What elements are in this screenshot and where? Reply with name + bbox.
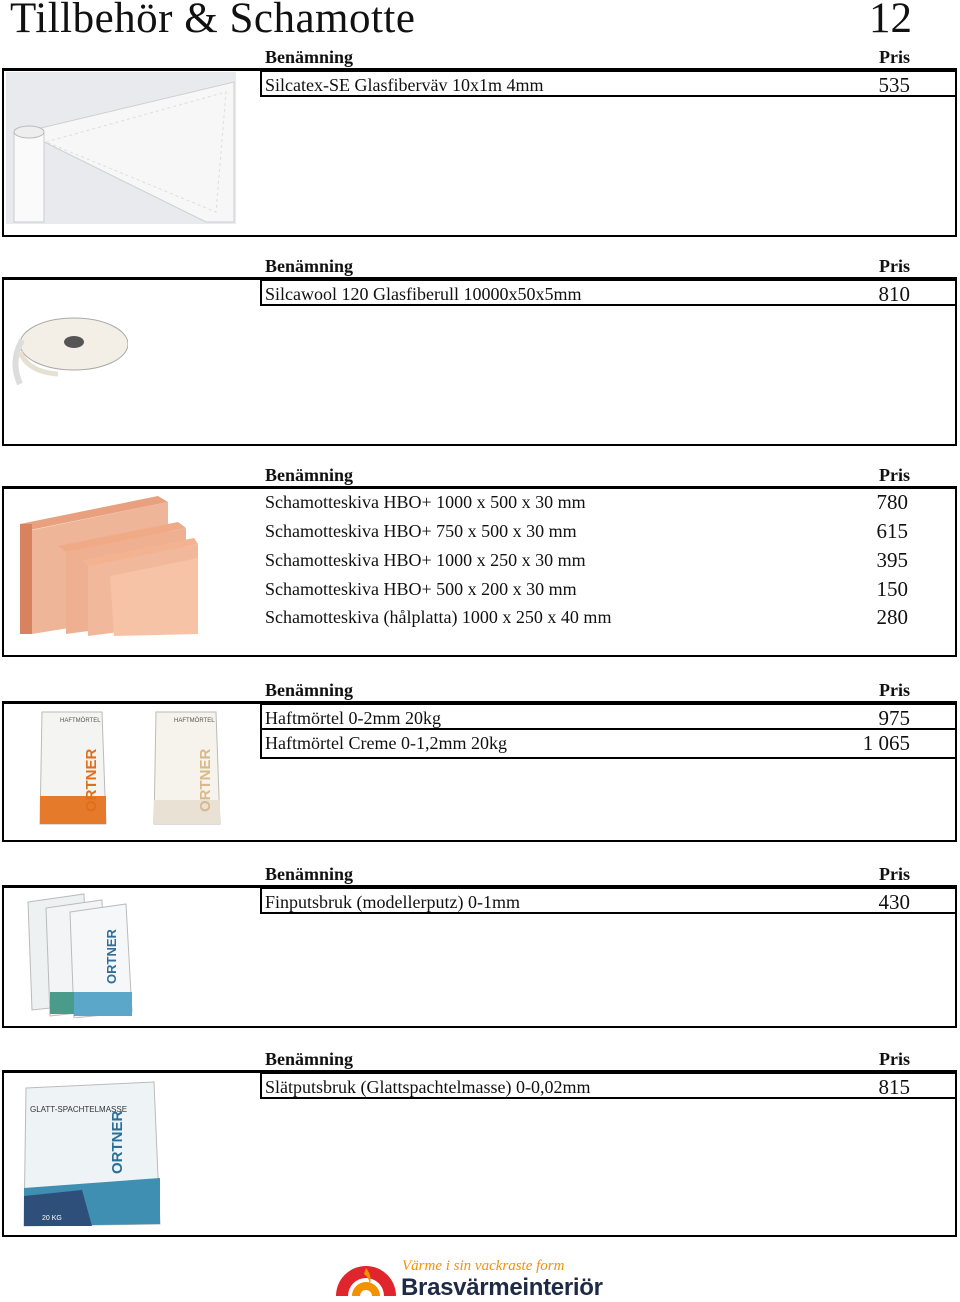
finputs-bag-brand: ORTNER — [104, 929, 119, 984]
column-name-label: Benämning — [265, 47, 354, 67]
product-name: Finputsbruk (modellerputz) 0-1mm — [265, 892, 520, 912]
haft-bag-brand: ORTNER — [83, 748, 100, 812]
product-row — [262, 488, 952, 517]
product-name: Haftmörtel Creme 0-1,2mm 20kg — [265, 733, 507, 753]
product-row — [260, 70, 955, 97]
glatt-bag-weight: 20 KG — [42, 1215, 62, 1222]
column-header — [265, 680, 910, 702]
product-price: 150 — [876, 577, 908, 601]
column-header — [265, 1049, 910, 1071]
product-name: Silcawool 120 Glasfiberull 10000x50x5mm — [265, 284, 582, 304]
haft-creme-bag-label: HAFTMÖRTEL — [174, 718, 215, 724]
page-title: Tillbehör & Schamotte — [10, 0, 416, 42]
product-price: 395 — [876, 548, 908, 572]
column-name-label: Benämning — [265, 680, 354, 700]
product-price: 815 — [878, 1075, 910, 1099]
product-price: 430 — [878, 890, 910, 914]
brand-logo-icon — [334, 1262, 398, 1296]
footer-brand: Brasvärmeinteriör — [401, 1274, 603, 1301]
product-name: Schamotteskiva HBO+ 1000 x 250 x 30 mm — [265, 550, 586, 570]
firebrick-boards-image — [18, 494, 200, 638]
page-number: 12 — [869, 0, 912, 42]
column-header — [265, 47, 910, 69]
product-name: Schamotteskiva (hålplatta) 1000 x 250 x 40 mm — [265, 607, 612, 627]
glatt-bag-label: GLATT-SPACHTELMASSE — [30, 1105, 128, 1114]
column-header — [265, 256, 910, 278]
column-price-label: Pris — [879, 680, 910, 700]
column-header — [265, 465, 910, 487]
product-row — [260, 703, 955, 730]
finputsbruk-bags-image — [26, 892, 134, 1018]
product-price: 615 — [876, 519, 908, 543]
product-price: 1 065 — [862, 731, 910, 755]
column-price-label: Pris — [879, 465, 910, 485]
product-name: Schamotteskiva HBO+ 500 x 200 x 30 mm — [265, 579, 577, 599]
product-row — [260, 279, 955, 306]
glatt-bag-brand: ORTNER — [109, 1110, 126, 1174]
haft-creme-bag-brand: ORTNER — [197, 748, 214, 812]
column-name-label: Benämning — [265, 864, 354, 884]
product-row — [262, 517, 952, 546]
product-price: 535 — [878, 73, 910, 97]
product-price: 280 — [876, 605, 908, 629]
column-price-label: Pris — [879, 47, 910, 67]
product-name: Silcatex-SE Glasfiberväv 10x1m 4mm — [265, 75, 544, 95]
product-row — [260, 1072, 955, 1099]
column-name-label: Benämning — [265, 256, 354, 276]
column-name-label: Benämning — [265, 465, 354, 485]
product-row — [260, 730, 955, 759]
product-price: 975 — [878, 706, 910, 730]
product-name: Haftmörtel 0-2mm 20kg — [265, 708, 441, 728]
column-name-label: Benämning — [265, 1049, 354, 1069]
column-price-label: Pris — [879, 256, 910, 276]
product-price: 780 — [876, 490, 908, 514]
glass-wool-roll-image — [8, 312, 128, 387]
haftmortel-creme-bag-image — [150, 708, 222, 828]
haftmortel-bag-image — [38, 708, 108, 828]
slatputsbruk-bag-image — [22, 1078, 162, 1228]
footer-tagline: Värme i sin vackraste form — [402, 1258, 565, 1274]
product-name: Schamotteskiva HBO+ 1000 x 500 x 30 mm — [265, 492, 586, 512]
product-row — [262, 603, 952, 632]
column-price-label: Pris — [879, 1049, 910, 1069]
product-price: 810 — [878, 282, 910, 306]
column-header — [265, 864, 910, 886]
glass-fiber-fabric-image — [6, 72, 236, 224]
column-price-label: Pris — [879, 864, 910, 884]
product-name: Slätputsbruk (Glattspachtelmasse) 0-0,02mm — [265, 1077, 591, 1097]
product-row — [260, 887, 955, 914]
product-row — [262, 546, 952, 575]
product-name: Schamotteskiva HBO+ 750 x 500 x 30 mm — [265, 521, 577, 541]
product-row — [262, 575, 952, 604]
haft-bag-label: HAFTMÖRTEL — [60, 718, 101, 724]
